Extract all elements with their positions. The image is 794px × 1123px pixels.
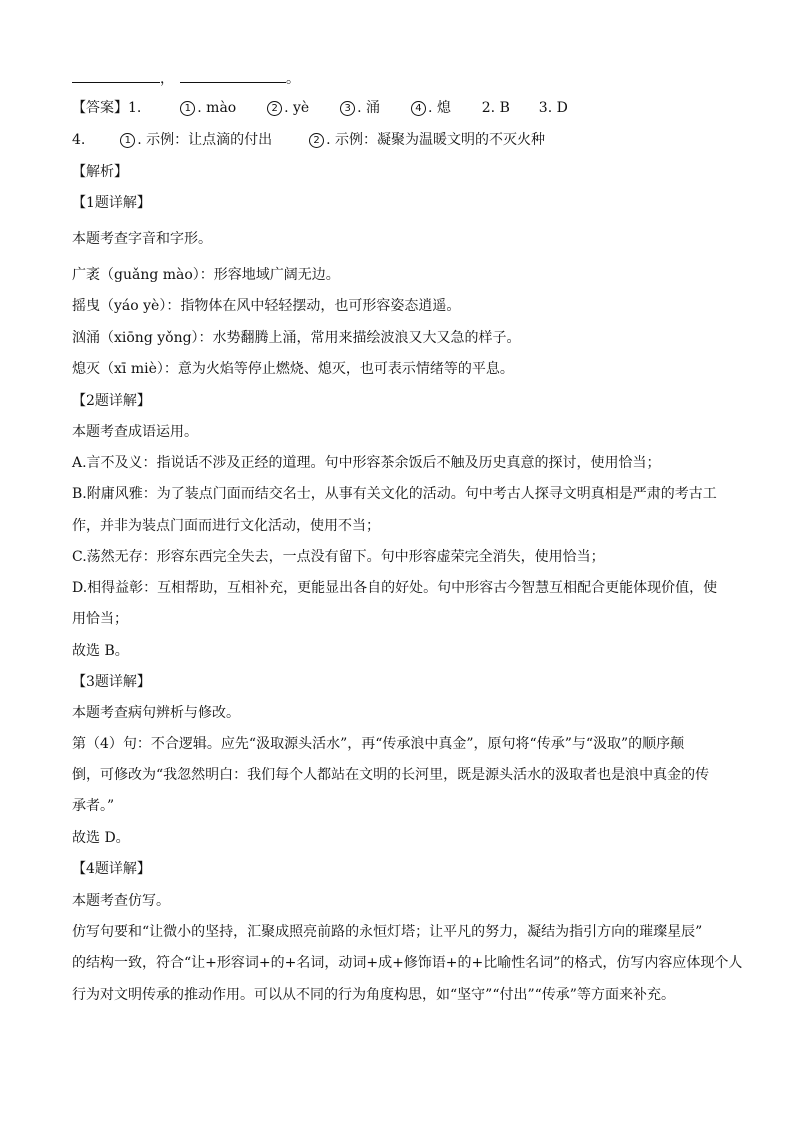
answer-label: 【答案】1. — [72, 100, 142, 116]
q2-heading: 【2题详解】 — [72, 393, 151, 409]
blank-1 — [72, 68, 160, 83]
q3-line: 承者。” — [72, 798, 115, 814]
q1-line: 汹涌（xiōng yǒng）：水势翻腾上涌，常用来描绘波浪又大又急的样子。 — [72, 330, 521, 346]
fill-blank-line — [72, 68, 300, 89]
answer-item: . mào — [197, 100, 237, 116]
q3-conclusion: 故选 D。 — [72, 830, 130, 846]
q2-line: 作，并非为装点门面而进行文化活动，使用不当； — [72, 518, 380, 534]
answer-q3: 3. D — [538, 100, 568, 116]
circled-number: 2 — [309, 133, 324, 148]
q1-heading: 【1题详解】 — [72, 195, 151, 211]
q4-line: 行为对文明传承的推动作用。可以从不同的行为角度构思，如“坚守”“付出”“传承”等方面来补充。 — [72, 987, 675, 1003]
q2-line: A.言不及义：指说话不涉及正经的道理。句中形容茶余饭后不触及历史真意的探讨，使用恰当； — [72, 455, 661, 471]
blank-2 — [180, 68, 286, 83]
circled-number: 2 — [267, 101, 282, 116]
circled-number: 1 — [120, 133, 135, 148]
circled-number: 3 — [340, 101, 355, 116]
q1-line: 广袤（guǎng mào）：形容地域广阔无边。 — [72, 267, 340, 283]
answer-line-4 — [72, 130, 545, 150]
q2-conclusion: 故选 B。 — [72, 643, 129, 659]
answer-line — [72, 98, 568, 118]
q2-line: C.荡然无存：形容东西完全失去，一点没有留下。句中形容虚荣完全消失，使用恰当； — [72, 549, 605, 565]
q1-line: 熄灭（xī miè）：意为火焰等停止燃烧、熄灭，也可表示情绪等的平息。 — [72, 361, 514, 377]
q3-heading: 【3题详解】 — [72, 674, 151, 690]
comma: ， — [160, 71, 174, 87]
circled-number: 4 — [411, 101, 426, 116]
q4-heading: 【4题详解】 — [72, 861, 151, 877]
q2-intro: 本题考查成语运用。 — [72, 424, 198, 440]
q4-line: 的结构一致，符合“让+形容词+的+名词，动词+成+修饰语+的+比喻性名词”的格式，仿写内容应体现个人 — [72, 955, 743, 971]
q3-line: 第（4）句：不合逻辑。应先“汲取源头活水”，再“传承浪中真金”，原句将“传承”与“汲取”的顺序颠 — [72, 736, 685, 752]
q4-line: 仿写句要和“让微小的坚持，汇聚成照亮前路的永恒灯塔；让平凡的努力，凝结为指引方向的璀璨星辰” — [72, 924, 703, 940]
answer-item: . 熄 — [427, 100, 451, 116]
answer-item: . yè — [284, 100, 310, 116]
q4-intro: 本题考查仿写。 — [72, 893, 170, 909]
answer-item: . 示例：让点滴的付出 — [137, 132, 273, 148]
q1-line: 摇曳（yáo yè）：指物体在风中轻轻摆动，也可形容姿态逍遥。 — [72, 298, 461, 314]
q1-intro: 本题考查字音和字形。 — [72, 231, 212, 247]
period: 。 — [286, 71, 300, 87]
answer-item: . 涌 — [357, 100, 381, 116]
q2-line: B.附庸风雅：为了装点门面而结交名士，从事有关文化的活动。句中考古人探寻文明真相是严肃的考古工 — [72, 486, 717, 502]
answer-q2: 2. B — [481, 100, 510, 116]
q3-line: 倒，可修改为“我忽然明白：我们每个人都站在文明的长河里，既是源头活水的汲取者也是浪中真金的传 — [72, 767, 710, 783]
answer-q4-number: 4. — [72, 132, 86, 148]
analysis-heading: 【解析】 — [72, 164, 128, 180]
q2-line: 用恰当； — [72, 611, 128, 627]
circled-number: 1 — [180, 101, 195, 116]
q2-line: D.相得益彰：互相帮助，互相补充，更能显出各自的好处。句中形容古今智慧互相配合更能体现价值，使 — [72, 580, 718, 596]
q3-intro: 本题考查病句辨析与修改。 — [72, 705, 240, 721]
answer-item: . 示例：凝聚为温暖文明的不灭火种 — [326, 132, 545, 148]
